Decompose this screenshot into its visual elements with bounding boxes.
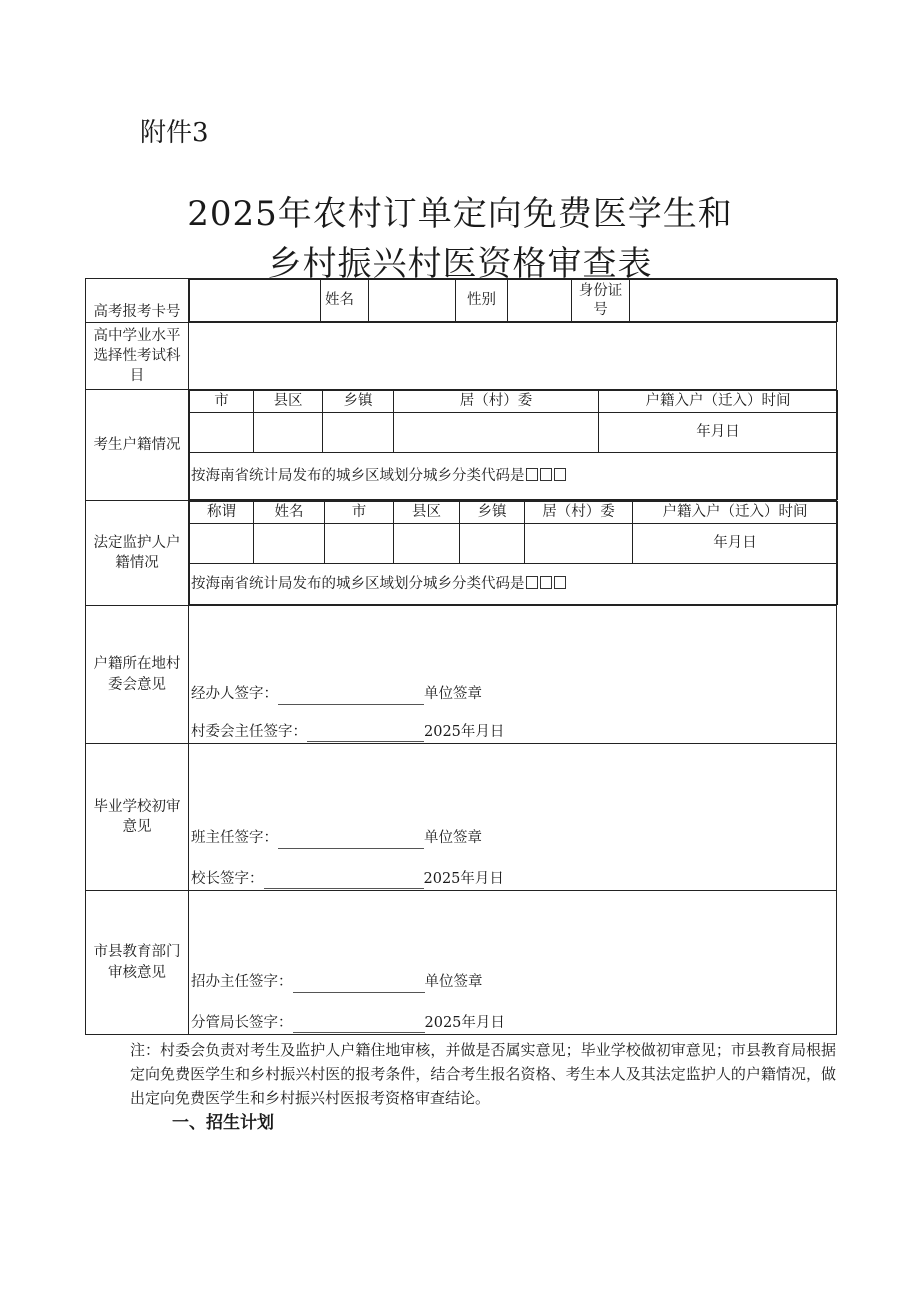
cand-city-input[interactable] (190, 413, 254, 453)
guard-header-village: 居（村）委 (525, 502, 633, 524)
qualification-review-table (85, 278, 837, 1035)
village-opinion-cell[interactable] (189, 606, 837, 744)
principal-sign-label: 校长签字： (191, 870, 264, 887)
cand-town-input[interactable] (323, 413, 394, 453)
cand-move-in-date[interactable]: 年月日 (599, 413, 838, 453)
cand-header-city: 市 (190, 391, 254, 413)
form-title-line-1: 2025年农村订单定向免费医学生和 (187, 194, 733, 234)
teacher-sign-line[interactable] (278, 834, 424, 849)
guard-header-title: 称谓 (190, 502, 254, 524)
subjects-input[interactable] (189, 323, 837, 390)
cand-village-input[interactable] (394, 413, 599, 453)
director-sign-line[interactable] (307, 727, 424, 742)
code-box-icon[interactable] (540, 576, 552, 589)
deputy-sign-label: 分管局长签字： (191, 1014, 293, 1031)
village-seal-label: 单位签章 (424, 686, 482, 703)
education-date: 2025年月日 (424, 1014, 505, 1031)
guard-header-city: 市 (325, 502, 394, 524)
subjects-label: 高中学业水平选择性考试科目 (86, 323, 189, 390)
handler-sign-line[interactable] (278, 690, 424, 705)
guard-header-town: 乡镇 (460, 502, 525, 524)
code-box-icon[interactable] (554, 468, 566, 481)
name-label: 姓名 (321, 280, 369, 322)
guard-header-county: 县区 (394, 502, 460, 524)
form-title-line-2: 乡村振兴村医资格审查表 (267, 244, 653, 284)
deputy-sign-line[interactable] (293, 1018, 425, 1033)
education-seal-label: 单位签章 (424, 974, 483, 991)
guardian-household-label: 法定监护人户籍情况 (86, 501, 189, 606)
school-opinion-label: 毕业学校初审意见 (86, 744, 189, 891)
exam-no-label: 高考报考卡号 (86, 279, 189, 323)
cand-code-text: 按海南省统计局发布的城乡区域划分城乡分类代码是 (191, 467, 525, 484)
code-box-icon[interactable] (540, 468, 552, 481)
guard-code-text: 按海南省统计局发布的城乡区域划分城乡分类代码是 (191, 575, 525, 592)
village-opinion-label: 户籍所在地村委会意见 (86, 606, 189, 744)
teacher-sign-label: 班主任签字： (191, 830, 278, 847)
school-opinion-cell[interactable] (189, 744, 837, 891)
cand-header-village: 居（村）委 (394, 391, 599, 413)
name-input[interactable] (369, 280, 456, 322)
gender-input[interactable] (508, 280, 572, 322)
cand-code-row (190, 453, 838, 500)
code-box-icon[interactable] (526, 576, 538, 589)
village-date: 2025年月日 (424, 723, 505, 740)
cand-header-move-in-time: 户籍入户（迁入）时间 (599, 391, 838, 413)
guard-town-input[interactable] (460, 524, 525, 564)
code-box-icon[interactable] (554, 576, 566, 589)
guard-title-input[interactable] (190, 524, 254, 564)
office-sign-label: 招办主任签字： (191, 974, 293, 991)
cand-header-county: 县区 (254, 391, 323, 413)
guard-village-input[interactable] (525, 524, 633, 564)
guard-code-row (190, 564, 838, 605)
code-box-icon[interactable] (526, 468, 538, 481)
school-date: 2025年月日 (423, 870, 504, 887)
guard-header-name: 姓名 (254, 502, 325, 524)
guard-county-input[interactable] (394, 524, 460, 564)
guard-city-input[interactable] (325, 524, 394, 564)
office-sign-line[interactable] (293, 978, 425, 993)
id-label: 身份证号 (572, 280, 630, 322)
school-seal-label: 单位签章 (424, 830, 482, 847)
guard-name-input[interactable] (254, 524, 325, 564)
attachment-label: 附件3 (140, 118, 209, 148)
exam-no-input[interactable] (190, 280, 321, 322)
director-sign-label: 村委会主任签字： (191, 723, 307, 740)
cand-county-input[interactable] (254, 413, 323, 453)
cand-header-town: 乡镇 (323, 391, 394, 413)
gender-label: 性别 (456, 280, 508, 322)
footnote: 注：村委会负责对考生及监护人户籍住地审核，并做是否属实意见；毕业学校做初审意见；市县教育局根据定向免费医学生和乡村振兴村医的报考条件，结合考生报名资格、考生本人及其法定监护人的户籍情况，做出定向免费医学生和乡村振兴村医报考资格审查结论。 (130, 1041, 836, 1107)
guard-move-in-date[interactable]: 年月日 (633, 524, 838, 564)
guard-header-move-in-time: 户籍入户（迁入）时间 (633, 502, 838, 524)
id-input[interactable] (630, 280, 838, 322)
candidate-household-label: 考生户籍情况 (86, 390, 189, 501)
principal-sign-line[interactable] (264, 874, 424, 889)
handler-sign-label: 经办人签字： (191, 686, 278, 703)
education-opinion-label: 市县教育部门审核意见 (86, 891, 189, 1035)
section-heading: 一、招生计划 (172, 1113, 274, 1133)
education-opinion-cell[interactable] (189, 891, 837, 1035)
